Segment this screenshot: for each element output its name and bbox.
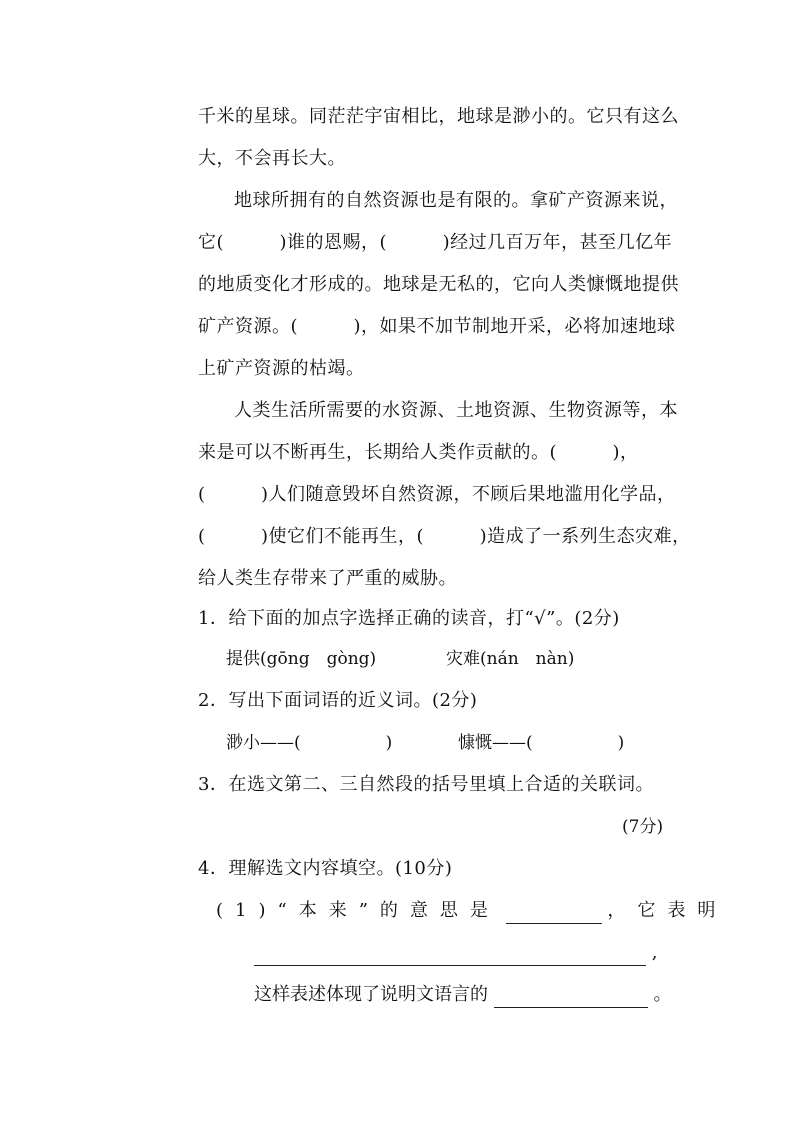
q1-option-tigong[interactable]: 提供(gōng gòng) xyxy=(226,649,377,669)
passage-line: ( )使它们不能再生，( )造成了一系列生态灾难， xyxy=(198,526,691,547)
passage-line: ( )人们随意毁坏自然资源，不顾后果地滥用化学品， xyxy=(198,484,676,505)
question-2: 2．写出下面词语的近义词。(2分) xyxy=(198,690,478,711)
question-1: 1．给下面的加点字选择正确的读音，打“√”。(2分) xyxy=(198,608,620,629)
q1-option-zainan[interactable]: 灾难(nán nàn) xyxy=(446,649,575,669)
q4-sub1-row2 xyxy=(254,940,657,966)
q4-sub1 xyxy=(216,898,727,924)
q4-sub1-end: , xyxy=(651,942,658,963)
q4-sub1-row3 xyxy=(254,982,671,1008)
question-4: 4．理解选文内容填空。(10分) xyxy=(198,858,453,879)
q4-sub1-blank-indicates[interactable] xyxy=(254,947,646,966)
q3-score: (7分) xyxy=(622,817,664,837)
question-3: 3．在选文第二、三自然段的括号里填上合适的关联词。 xyxy=(198,774,654,795)
q4-sub1-period: 。 xyxy=(653,984,672,1005)
passage-line: 地球所拥有的自然资源也是有限的。拿矿产资源来说， xyxy=(234,190,678,211)
passage-line: 上矿产资源的枯竭。 xyxy=(198,358,365,379)
passage-line: 大，不会再长大。 xyxy=(198,148,346,169)
passage-line: 它( )谁的恩赐，( )经过几百万年，甚至几亿年 xyxy=(198,232,673,253)
passage-line: 给人类生存带来了严重的威胁。 xyxy=(198,568,457,589)
passage-line: 的地质变化才形成的。地球是无私的，它向人类慷慨地提供 xyxy=(198,274,679,295)
passage-line: 矿产资源。( )，如果不加节制地开采，必将加速地球 xyxy=(198,316,676,337)
q4-sub1-blank-meaning[interactable] xyxy=(506,905,602,924)
passage-line: 千米的星球。同茫茫宇宙相比，地球是渺小的。它只有这么 xyxy=(198,106,679,127)
q4-sub1-label: (1)“本来”的意思是 xyxy=(216,900,500,921)
passage-line: 来是可以不断再生，长期给人类作贡献的。( )， xyxy=(198,442,639,463)
q2-answer-kangkai[interactable]: 慷慨——( ) xyxy=(458,733,625,753)
q2-answer-miaoxiao[interactable]: 渺小——( ) xyxy=(226,733,393,753)
q4-sub1-line2: 这样表述体现了说明文语言的 xyxy=(254,984,488,1005)
q4-sub1-blank-language[interactable] xyxy=(494,989,648,1008)
passage-line: 人类生活所需要的水资源、土地资源、生物资源等，本 xyxy=(234,400,678,421)
q4-sub1-mid: ，它表明 xyxy=(607,900,728,921)
